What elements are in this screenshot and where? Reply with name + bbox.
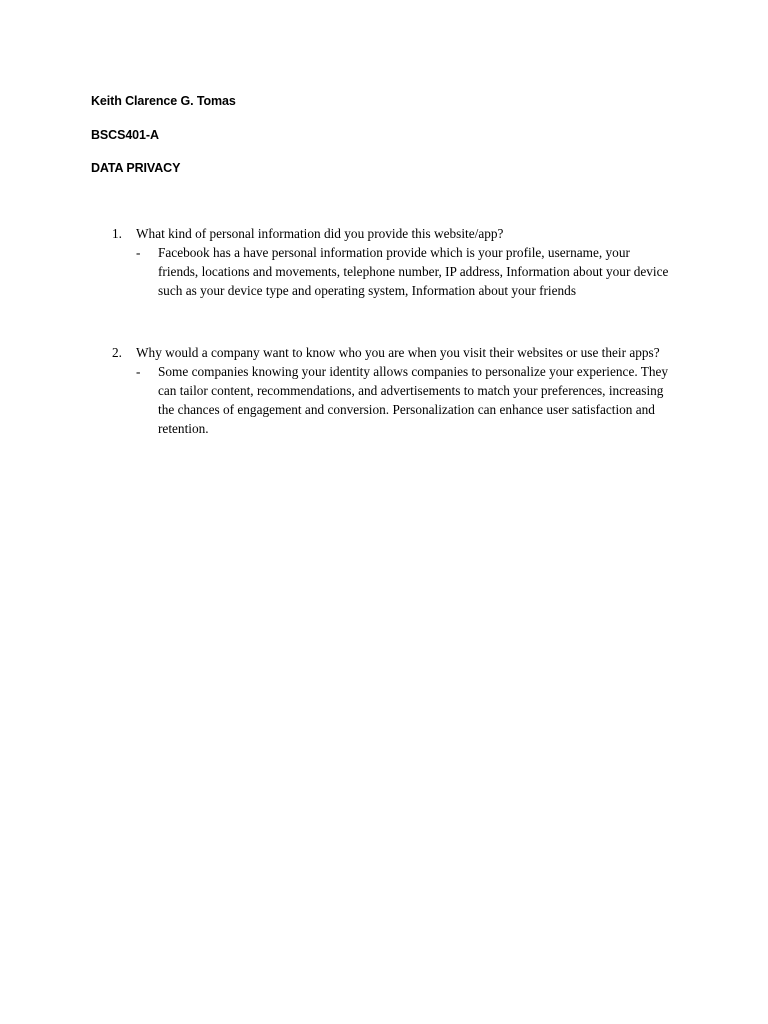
student-name: Keith Clarence G. Tomas [91, 94, 236, 108]
answer-2 [112, 362, 672, 438]
question-text: What kind of personal information did you provide this website/app? [136, 226, 504, 241]
question-block-1 [112, 224, 672, 300]
question-number: 2. [112, 345, 122, 360]
student-section: BSCS401-A [91, 128, 159, 142]
question-number: 1. [112, 226, 122, 241]
question-block-2 [112, 343, 672, 438]
bullet-dash: - [136, 245, 141, 260]
document-subject: DATA PRIVACY [91, 161, 181, 175]
question-1 [112, 224, 672, 243]
answer-1 [112, 243, 672, 300]
bullet-dash: - [136, 364, 141, 379]
question-text: Why would a company want to know who you are when you visit their websites or use their apps? [136, 345, 660, 360]
question-2 [112, 343, 672, 362]
answer-text: Facebook has a have personal information provide which is your profile, username, your friends, locations and movements, telephone number, IP address, Information about your device such as your device type and operating system, Information about your friends [158, 245, 669, 298]
answer-text: Some companies knowing your identity allows companies to personalize your experience. They can tailor content, recommendations, and advertisements to match your preferences, increasing the chances of engagement and conversion. Personalization can enhance user satisfaction and retention. [158, 364, 669, 436]
